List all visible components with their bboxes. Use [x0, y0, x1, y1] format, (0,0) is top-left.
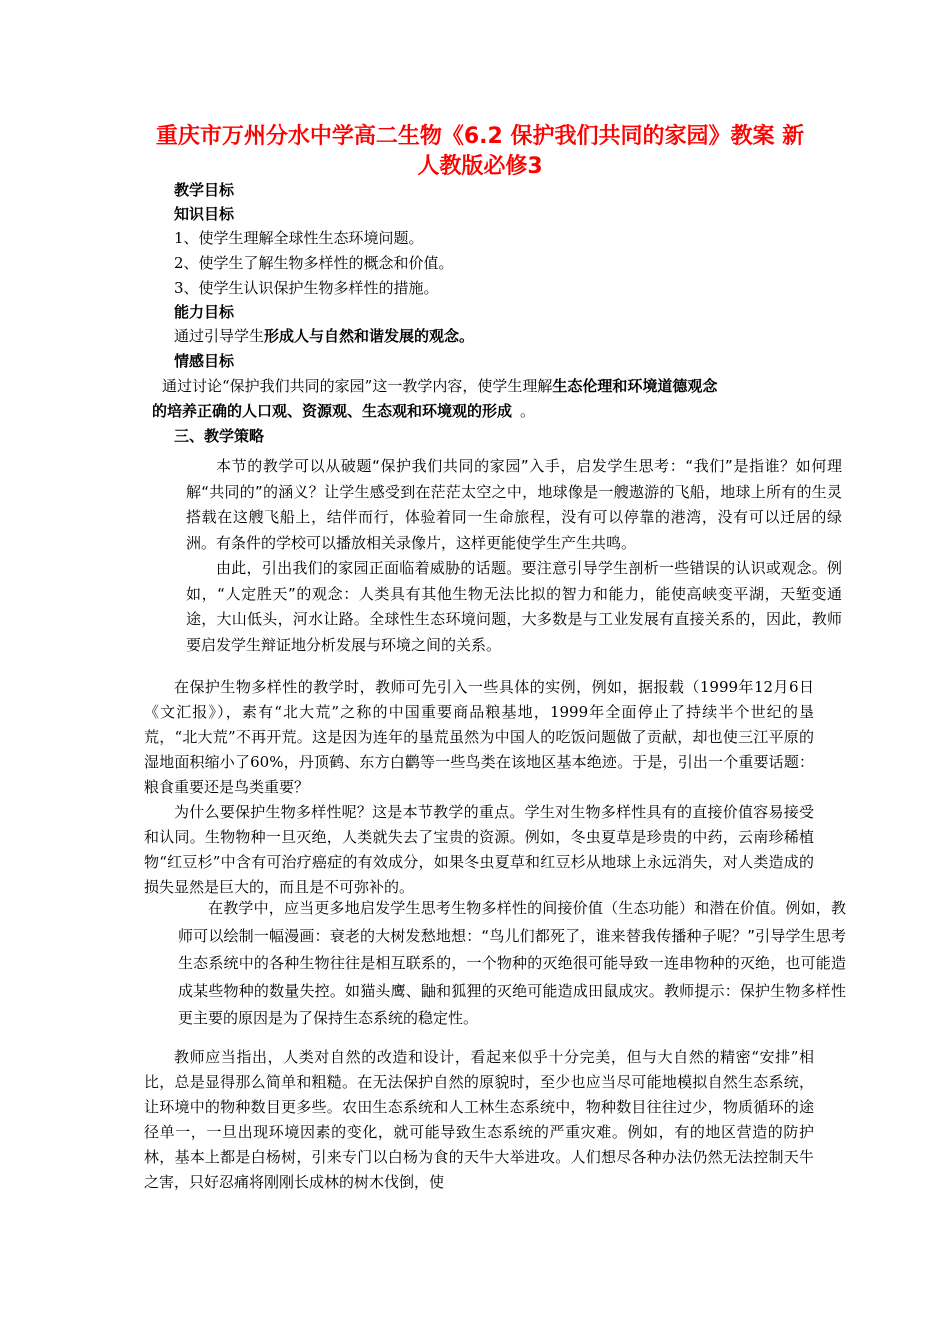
strategy-heading: 三、教学策略	[174, 427, 265, 445]
knowledge-item-3: 3、使学生认识保护生物多样性的措施。	[174, 279, 439, 297]
ability-text-plain: 通过引导学生	[174, 327, 265, 345]
title-line-1: 重庆市万州分水中学高二生物《6.2 保护我们共同的家园》教案 新	[155, 124, 805, 149]
emotion-line-1-plain: 通过讨论“保护我们共同的家园”这一教学内容，使学生理解	[162, 377, 553, 395]
title-line-2: 人教版必修3	[417, 154, 543, 179]
ability-heading: 能力目标	[174, 303, 235, 321]
strategy-paragraph-2: 由此，引出我们的家园正面临着威胁的话题。要注意引导学生剖析一些错误的认识或观念。例如，“人定胜天”的观念：人类具有其他生物无法比拟的智力和能力，能使高峡变平湖，天堑变通途，大山低头，河水让路。全球性生态环境问题，大多数是与工业发展有直接关系的，因此，教师要启发学生辩证地分析发展与环境之间的关系。	[186, 559, 842, 654]
knowledge-heading: 知识目标	[174, 205, 235, 223]
emotion-line-2-bold: 的培养正确的人口观、资源观、生态观和环境观的形成	[152, 402, 513, 420]
strategy-paragraph-3: 在保护生物多样性的教学时，教师可先引入一些具体的实例，例如，据报载（1999年12月6日《文汇报》），素有“北大荒”之称的中国重要商品粮基地，1999年全面停止了持续半个世纪的垦荒，“北大荒”不再开荒。这是因为连年的垦荒虽然为中国人的吃饭问题做了贡献，却也使三江平原的湿地面积缩小了60%，丹顶鹤、东方白鹳等一些鸟类在该地区基本绝迹。于是，引出一个重要话题：粮食重要还是鸟类重要？	[144, 678, 814, 796]
document-title	[150, 122, 810, 182]
knowledge-item-2: 2、使学生了解生物多样性的概念和价值。	[174, 254, 454, 272]
objectives-heading: 教学目标	[174, 181, 235, 199]
emotion-line-2-end: 。	[520, 402, 536, 420]
strategy-paragraph-4: 为什么要保护生物多样性呢？这是本节教学的重点。学生对生物多样性具有的直接价值容易接受和认同。生物物种一旦灭绝，人类就失去了宝贵的资源。例如，冬虫夏草是珍贵的中药，云南珍稀植物“红豆杉”中含有可治疗癌症的有效成分，如果冬虫夏草和红豆杉从地球上永远消失，对人类造成的损失显然是巨大的，而且是不可弥补的。	[144, 803, 814, 896]
strategy-paragraph-5: 在教学中，应当更多地启发学生思考生物多样性的间接价值（生态功能）和潜在价值。例如，教师可以绘制一幅漫画：衰老的大树发愁地想：“鸟儿们都死了，谁来替我传播种子呢？”引导学生思考生态系统中的各种生物往往是相互联系的，一个物种的灭绝很可能导致一连串物种的灭绝，也可能造成某些物种的数量失控。如猫头鹰、鼬和狐狸的灭绝可能造成田鼠成灾。教师提示：保护生物多样性更主要的原因是为了保持生态系统的稳定性。	[178, 899, 846, 1027]
ability-text	[174, 324, 474, 348]
emotion-heading: 情感目标	[174, 352, 235, 370]
strategy-paragraph-6: 教师应当指出，人类对自然的改造和设计，看起来似乎十分完美，但与大自然的精密“安排”相比，总是显得那么简单和粗糙。在无法保护自然的原貌时，至少也应当尽可能地模拟自然生态系统，让环境中的物种数目更多些。农田生态系统和人工林生态系统中，物种数目往往过少，物质循环的途径单一，一旦出现环境因素的变化，就可能导致生态系统的严重灾难。例如，有的地区营造的防护林，基本上都是白杨树，引来专门以白杨为食的天牛大举进攻。人们想尽各种办法仍然无法控制天牛之害，只好忍痛将刚刚长成林的树木伐倒，使	[144, 1048, 814, 1191]
knowledge-item-1: 1、使学生理解全球性生态环境问题。	[174, 229, 424, 247]
strategy-paragraph-1: 本节的教学可以从破题“保护我们共同的家园”入手，启发学生思考：“我们”是指谁？如何理解“共同的”的涵义？让学生感受到在茫茫太空之中，地球像是一艘遨游的飞船，地球上所有的生灵搭载在这艘飞船上，结伴而行，体验着同一生命旅程，没有可以停靠的港湾，没有可以迁居的绿洲。有条件的学校可以播放相关录像片，这样更能使学生产生共鸣。	[186, 457, 842, 552]
emotion-line-1-bold: 生态伦理和环境道德观念	[552, 377, 718, 395]
ability-text-bold: 形成人与自然和谐发展的观念。	[264, 327, 475, 345]
emotion-line-1	[162, 374, 717, 398]
emotion-line-2	[152, 399, 535, 423]
